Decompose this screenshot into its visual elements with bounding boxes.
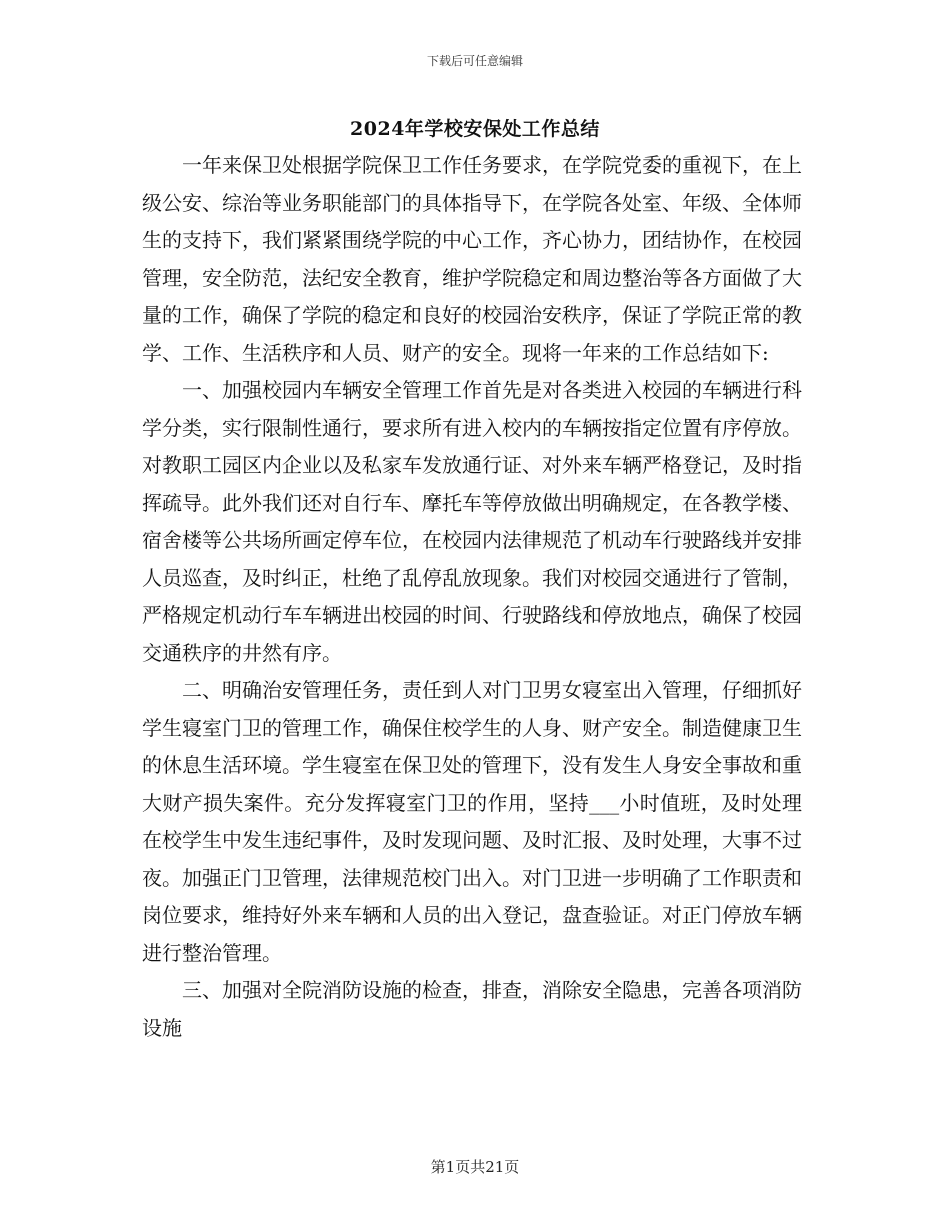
page-header-note: 下载后可任意编辑 <box>426 54 523 68</box>
paragraph-intro: 一年来保卫处根据学院保卫工作任务要求，在学院党委的重视下，在上级公安、综治等业务职能部门的具体指导下，在学院各处室、年级、全体师生的支持下，我们紧紧围绕学院的中心工作，齐心协力，团结协作，在校园管理，安全防范，法纪安全教育，维护学院稳定和周边整治等各方面做了大量的工作，确保了学院的稳定和良好的校园治安秩序，保证了学院正常的教学、工作、生活秩序和人员、财产的安全。现将一年来的工作总结如下: <box>142 153 802 365</box>
paragraph-section-3: 三、加强对全院消防设施的检查，排查，消除安全隐患，完善各项消防设施 <box>142 978 802 1040</box>
paragraph-section-2: 二、明确治安管理任务，责任到人对门卫男女寝室出入管理，仔细抓好学生寝室门卫的管理工作，确保住校学生的人身、财产安全。制造健康卫生的休息生活环境。学生寝室在保卫处的管理下，没有发生人身安全事故和重大财产损失案件。充分发挥寝室门卫的作用，坚持___小时值班，及时处理在校学生中发生违纪事件，及时发现问题、及时汇报、及时处理，大事不过夜。加强正门卫管理，法律规范校门出入。对门卫进一步明确了工作职责和岗位要求，维持好外来车辆和人员的出入登记，盘查验证。对正门停放车辆进行整治管理。 <box>142 678 802 965</box>
document-body <box>142 147 802 1047</box>
page-number: 第1页共21页 <box>430 1158 520 1176</box>
paragraph-section-1: 一、加强校园内车辆安全管理工作首先是对各类进入校园的车辆进行科学分类，实行限制性通行，要求所有进入校内的车辆按指定位置有序停放。对教职工园区内企业以及私家车发放通行证、对外来车辆严格登记，及时指挥疏导。此外我们还对自行车、摩托车等停放做出明确规定，在各教学楼、宿舍楼等公共场所画定停车位，在校园内法律规范了机动车行驶路线并安排人员巡查，及时纠正，杜绝了乱停乱放现象。我们对校园交通进行了管制，严格规定机动行车车辆进出校园的时间、行驶路线和停放地点，确保了校园交通秩序的井然有序。 <box>142 378 802 665</box>
document-title: 2024年学校安保处工作总结 <box>350 118 600 140</box>
